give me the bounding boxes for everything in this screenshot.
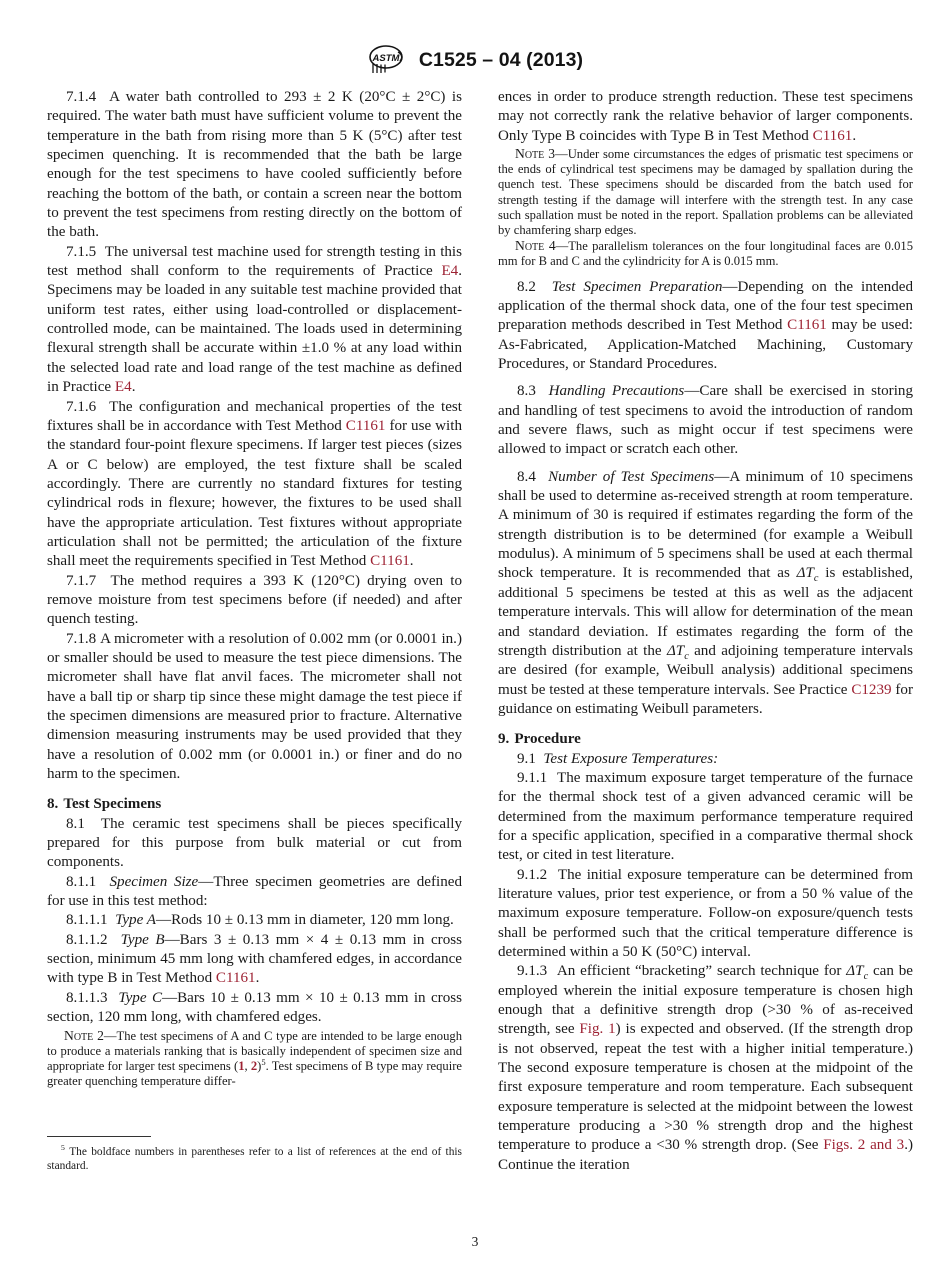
two-column-body: [47, 88, 913, 1175]
section-heading-9: [498, 730, 913, 749]
footnote-5: [47, 1145, 462, 1173]
reference-link-fig-1[interactable]: Fig. 1: [579, 1021, 616, 1038]
paragraph-9-1: [498, 750, 913, 769]
paragraph-number: 7.1.4: [66, 89, 97, 105]
reference-link-1[interactable]: 1: [238, 1058, 245, 1073]
paragraph-number: 9.1.2: [517, 866, 548, 883]
paragraph-number: 8.4: [517, 468, 536, 485]
paragraph-8-1-1-1: [47, 911, 462, 930]
paragraph-text: A micrometer with a resolution of 0.002 mm (or 0.0001 in.) or smaller should be used to measure the test piece dimensions. The micrometer shall have flat anvil faces. The micrometer shall not have a ball tip or sharp tip since these might damage the test piece if the specimen dimensions are measured prior to fracture. Alternative dimension measuring instruments may be used provided that they have a resolution of 0.002 mm (or 0.0001 in.) or finer and do no harm to the specimen.: [47, 630, 462, 783]
note-text: —Under some circumstances the edges of prismatic test specimens or the ends of cylindrical test specimens may be damaged by spallation during the quench test. These specimens should be discarded from the batch used for strength testing if the damage will interfere with the strength test. In any case such spallation must be noted in the report. Spallation problems can be alleviated by chamfering sharp edges.: [498, 147, 914, 238]
section-heading-8: [47, 795, 462, 814]
paragraph-number: 9.1.3: [517, 963, 548, 980]
paragraph-text: —Bars 10 ± 0.13 mm × 10 ± 0.13 mm in cross section, 120 mm long, with chamfered edges.: [47, 989, 463, 1026]
paragraph-text-tail: may be used: As-Fabricated, Application-Matched Machining, Customary Procedures, or Standard Procedures.: [498, 317, 913, 373]
paragraph-8-1-1-3: [47, 989, 462, 1028]
paragraph-7-1-7: [47, 572, 462, 630]
note-4: [498, 238, 913, 269]
paragraph-8-1: [47, 815, 462, 873]
document-designation: C1525 – 04 (2013): [418, 48, 584, 71]
section-title: Test Specimens: [63, 796, 162, 813]
reference-link-c1161[interactable]: C1161: [345, 417, 386, 434]
symbol-delta-tc: $\Delta T_c$: [666, 642, 689, 662]
paragraph-text-c: and adjoining temperature intervals are desired (for example, Weibull analysis) additional specimens must be tested at these temperature intervals. See Practice: [498, 642, 913, 698]
reference-link-2[interactable]: 2: [250, 1058, 258, 1073]
paragraph-italic-lead: Specimen Size: [109, 873, 199, 890]
paragraph-text-tail: .: [255, 970, 260, 987]
paragraph-number: 9.1: [517, 750, 536, 767]
note-label: Note 2: [64, 1027, 104, 1043]
paragraph-number: 7.1.7: [66, 572, 97, 589]
paragraph-text: The method requires a 393 K (120°C) drying oven to remove moisture from test specimens before (if needed) and after quench testing.: [47, 572, 463, 628]
paragraph-text: —Depending on the intended application of the thermal shock data, one of the four test specimen preparation methods described in Test Method: [498, 278, 913, 334]
note-3: [498, 146, 913, 238]
note-label: Note 3: [515, 146, 556, 162]
paragraph-9-1-3: [498, 962, 913, 1175]
paragraph-text-d: .) Continue the iteration: [498, 1137, 913, 1173]
paragraph-7-1-6: 7.1.6 The configuration and mechanical properties of the test fixtures shall be in accordance with Test Method C1161 for use with the standard four-point flexure specimens. If larger test pieces (sizes A or C below) are employed, the test fixture shall be scaled accordingly. There are currently no standard fixtures for testing cylindrical rods in flexure; however, the fixtures to be used shall have the appropriate articulation. Test fixtures without appropriate articulation shall not be permitted; the articulation of the fixture shall meet the requirements specified in Test Method C1161.: [47, 398, 462, 570]
paragraph-8-1-1-2: [47, 931, 462, 989]
page-header: [0, 44, 950, 76]
footnote-text: The boldface numbers in parentheses refer to a list of references at the end of this standard.: [47, 1146, 462, 1172]
paragraph-italic-lead: Handling Precautions: [548, 383, 685, 400]
note-2-continued: [498, 88, 913, 146]
paragraph-number: 9.1.1: [517, 769, 548, 786]
footnote-marker: 5: [61, 1143, 65, 1153]
paragraph-9-1-1: [498, 769, 913, 866]
page-number: 3: [471, 1234, 479, 1249]
paragraph-text: The initial exposure temperature can be determined from literature values, prior test experience, or from a 50 % value of the maximum exposure temperature. Follow-on exposure/quench tests shall be performed such that the critical temperature difference is determined within a 50 K (50°C) interval.: [498, 866, 914, 960]
paragraph-italic-lead: Type A: [115, 912, 157, 929]
paragraph-number: 7.1.6: [66, 398, 97, 415]
reference-link-c1161[interactable]: C1161: [370, 553, 410, 570]
symbol-delta-tc: $\Delta T_c$: [796, 565, 819, 585]
paragraph-italic-lead: Type C: [118, 989, 163, 1006]
paragraph-text: —Rods 10 ± 0.13 mm in diameter, 120 mm long.: [156, 912, 454, 929]
note-label: Note 4: [515, 238, 556, 254]
note-2: [47, 1028, 462, 1090]
paragraph-text: —Bars 3 ± 0.13 mm × 4 ± 0.13 mm in cross section, minimum 45 mm long with chamfered edges, in accordance with type B in Test Method: [47, 931, 462, 987]
reference-link-c1161[interactable]: C1161: [812, 127, 853, 144]
paragraph-7-1-4: [47, 88, 462, 243]
paragraph-text-c: ) is expected and observed. (If the strength drop is not observed, repeat the test with a higher initial temperature.) The second exposure temperature is chosen at the midpoint of the first exposure temperature and room temperature. Each subsequent exposure temperature is selected at the midpoint between the lowest temperature producing a >30 % strength drop and the highest temperature to produce a <30 % strength drop. (See: [498, 1021, 913, 1154]
reference-link-e4[interactable]: E4: [441, 263, 459, 280]
paragraph-italic-lead: Type B: [120, 931, 165, 948]
paragraph-text: —Three specimen geometries are defined for use in this test method:: [47, 873, 463, 910]
reference-link-figs-2-3[interactable]: Figs. 2 and 3: [823, 1137, 905, 1154]
paragraph-number: 8.1.1: [66, 873, 97, 890]
paragraph-number: 8.3: [517, 383, 536, 400]
paragraph-8-4: [498, 468, 913, 719]
right-column: [498, 88, 913, 1175]
section-title: Procedure: [514, 731, 581, 748]
paragraph-7-1-8: [47, 630, 462, 785]
paragraph-text: The maximum exposure target temperature of the furnace for the thermal shock test of a given advanced ceramic will be determined from the maximum performance temperature required for a specific application, specified in a comparative thermal shock test, or cited in test literature.: [498, 769, 913, 864]
note-text: ences in order to produce strength reduction. These test specimens may not correctly rank the relative behavior of larger components. Only Type B coincides with Type B in Test Method: [498, 89, 913, 144]
reference-link-e4[interactable]: E4: [114, 379, 132, 396]
note-text-tail: . Test specimens of B type may require greater quenching temperature differ-: [47, 1058, 463, 1089]
paragraph-text: —A minimum of 10 specimens shall be used to determine as-received strength at room temperature. A minimum of 30 is required if estimates regarding the form of the strength distribution is to be determined (for example a Weibull modulus). A minimum of 5 specimens shall be used at each thermal shock temperature. It is recommended that as: [498, 468, 914, 582]
section-number: 9.: [498, 731, 510, 748]
paragraph-text: —Care shall be exercised in storing and handling of test specimens to avoid the introduction of random and severe flaws, such as might occur if test specimens were allowed to impact or scratch each other.: [498, 383, 913, 458]
paragraph-9-1-2: [498, 866, 913, 963]
section-number: 8.: [47, 796, 59, 813]
paragraph-text: An efficient “bracketing” search technique for: [556, 963, 847, 980]
paragraph-number: 8.1.1.1: [66, 912, 108, 929]
paragraph-italic-lead: Test Specimen Preparation: [551, 278, 723, 295]
paragraph-text-d: for guidance on estimating Weibull parameters.: [498, 681, 913, 717]
paragraph-8-3: [498, 382, 913, 459]
reference-separator: ,: [244, 1058, 251, 1073]
note-text: —The test specimens of A and C type are intended to be large enough to produce a materials ranking that is basically independent of specimen size and appropriate for larger test specimens (: [47, 1028, 462, 1073]
paragraph-8-1-1: [47, 873, 462, 912]
footnote-marker: 5: [261, 1056, 266, 1067]
note-text-tail: .: [852, 127, 857, 144]
paragraph-text-b: can be employed wherein the initial exposure temperature is chosen high enough that a definitive strength drop (>30 % of as-received strength, see: [498, 963, 913, 1038]
footnote-rule: [47, 1136, 151, 1137]
note-text: —The parallelism tolerances on the four longitudinal faces are 0.015 mm for B and C and the cylindricity for A is 0.015 mm.: [498, 239, 914, 269]
paragraph-number: 8.1.1.2: [66, 931, 108, 948]
paragraph-7-1-5: 7.1.5 The universal test machine used for strength testing in this test method shall conform to the requirements of Practice E4. Specimens may be loaded in any suitable test machine provided that uniform test rates, either using load-controlled or displacement-controlled mode, can be maintained. The loads used in determining flexural strength shall be accurate within ±1.0 % at any load within the selected load rate and load range of the test machine as defined in Practice E4.: [47, 243, 462, 396]
reference-link-c1161[interactable]: C1161: [787, 317, 827, 334]
reference-link-c1161[interactable]: C1161: [215, 970, 256, 987]
svg-text:ASTM: ASTM: [372, 53, 400, 64]
astm-logo-icon: [367, 44, 407, 76]
paragraph-number: 8.1: [66, 815, 85, 832]
paragraph-8-2: [498, 278, 913, 375]
symbol-delta-tc: $\Delta T_c$: [846, 963, 869, 983]
reference-link-c1239[interactable]: C1239: [851, 681, 892, 698]
left-column: [47, 88, 462, 1175]
paragraph-number: 7.1.8: [66, 630, 97, 647]
paragraph-number: 8.1.1.3: [66, 989, 108, 1006]
paragraph-number: 7.1.5: [66, 243, 97, 260]
paragraph-text-b: is established, additional 5 specimens be tested at this as well as the adjacent temperature intervals. This will allow for determination of the mean and standard deviation. If estimates regarding the form of the strength distribution at the: [498, 565, 913, 659]
note-text-paren: ): [257, 1058, 262, 1073]
paragraph-number: 8.2: [517, 278, 536, 295]
paragraph-text: The ceramic test specimens shall be pieces specifically prepared for this purpose from bulk material or cut from components.: [47, 815, 462, 871]
paragraph-italic-lead: Number of Test Specimens: [548, 468, 715, 485]
paragraph-text: A water bath controlled to 293 ± 2 K (20°C ± 2°C) is required. The water bath must have sufficient volume to prevent the temperature in the bath from rising more than 5 K (5°C) after test specimen quenching. It is recommended that the bath be large enough for the test specimens to have cooled sufficiently before reaching the bottom of the bath, or contain a screen near the bottom to prevent the test specimens from resting directly on the bottom of the bath.: [47, 89, 462, 241]
paragraph-italic-lead: Test Exposure Temperatures:: [543, 750, 719, 767]
footnote-block: [47, 1136, 462, 1173]
